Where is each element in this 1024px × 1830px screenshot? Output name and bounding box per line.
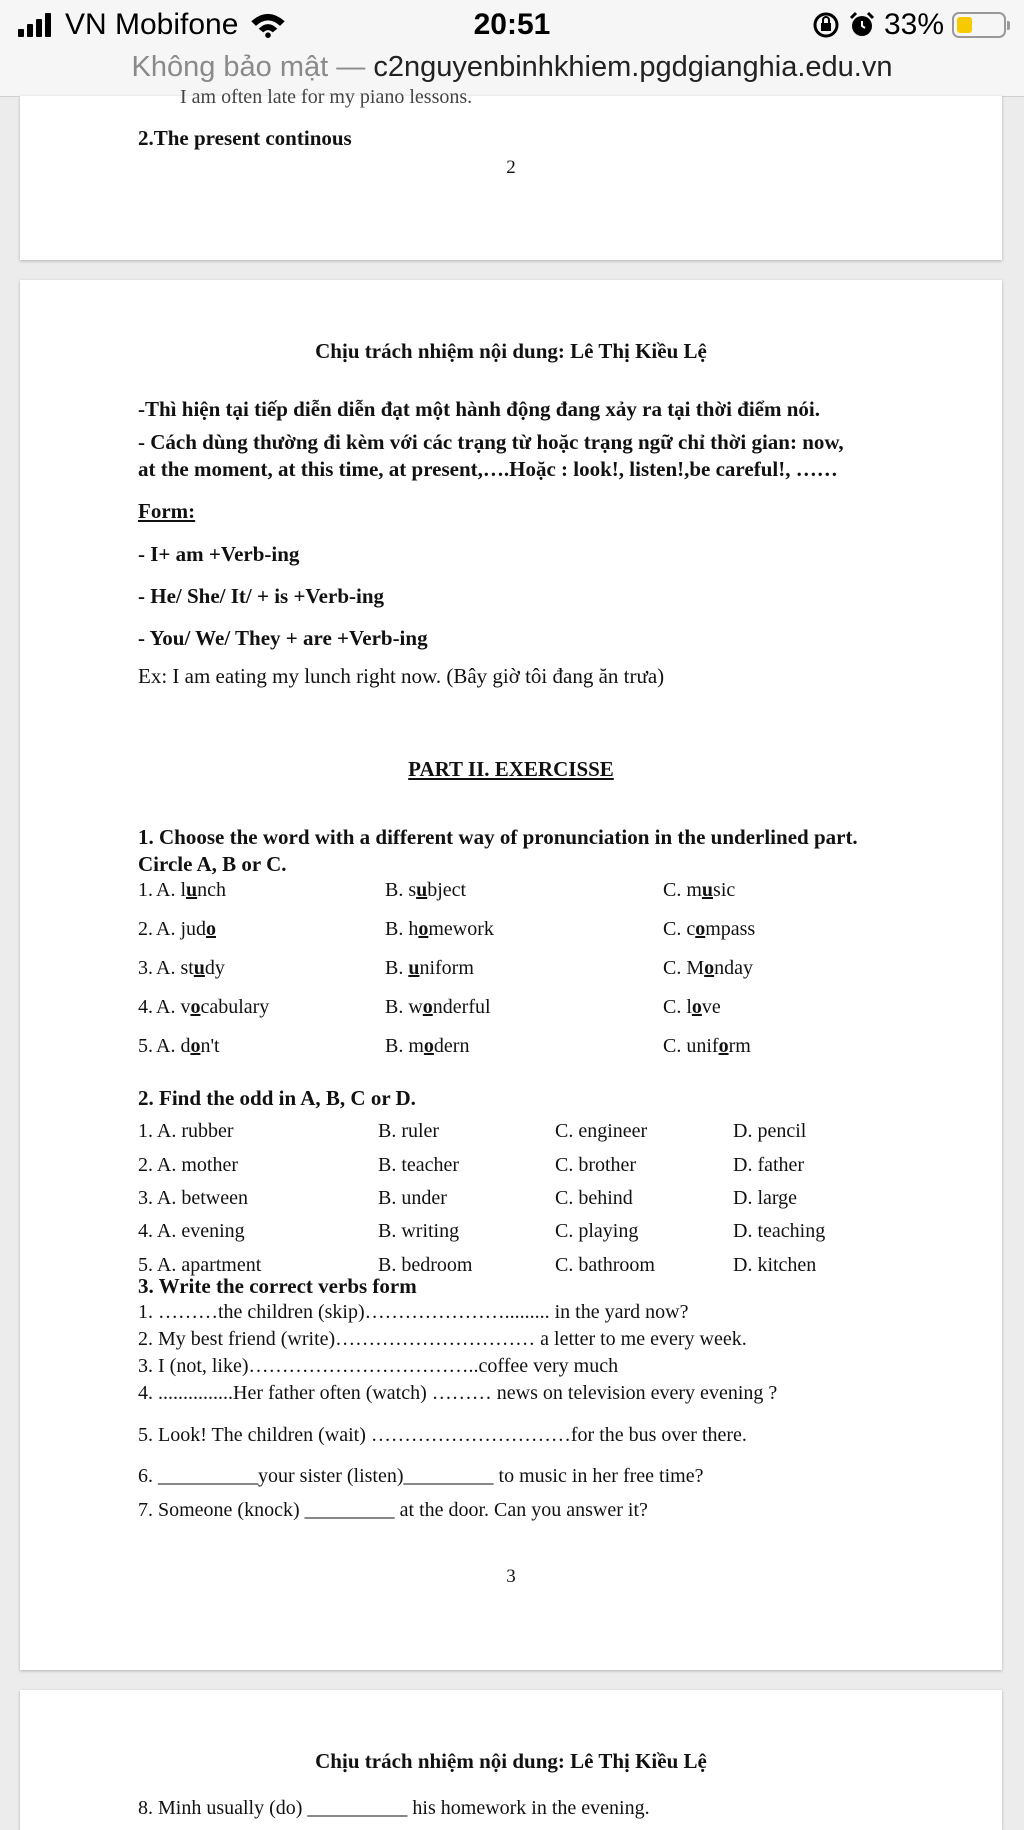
document-page-2	[20, 86, 1002, 260]
option-pre: C. unif	[663, 1035, 719, 1057]
exercise-3-line-1: 1. ………the children (skip)…………………......... in the yard now?	[138, 1301, 689, 1323]
option-post: nch	[197, 879, 227, 901]
url-separator: —	[336, 51, 366, 83]
exercise-2-option: D. pencil	[733, 1120, 807, 1142]
usage-line-2b: at the moment, at this time, at present,….Hoặc : look!, listen!,be careful!, ……	[138, 457, 838, 481]
form-line-3: - You/ We/ They + are +Verb-ing	[138, 626, 428, 650]
exercise-1-option-c	[663, 879, 735, 902]
option-pre: A. v	[156, 996, 191, 1018]
exercise-2-option: D. father	[733, 1154, 805, 1176]
exercise-3-line-5: 5. Look! The children (wait) …………………………for the bus over there.	[138, 1424, 747, 1446]
option-letter: o	[718, 1035, 729, 1057]
option-post: mpass	[705, 918, 756, 940]
option-letter: u	[186, 879, 198, 901]
exercise-1-option-c	[663, 918, 755, 941]
exercise-1-option-a	[156, 1035, 220, 1058]
option-post: rm	[728, 1035, 751, 1057]
exercise-3-line-6: 6. __________your sister (listen)_________ to music in her free time?	[138, 1465, 704, 1487]
carrier-name: VN Mobifone	[65, 8, 239, 41]
option-post: dern	[433, 1035, 470, 1057]
option-pre: A. l	[156, 879, 186, 901]
exercise-1-option-c	[663, 996, 721, 1019]
exercise-1-option-b	[385, 1035, 469, 1058]
cut-off-line: I am often late for my piano lessons.	[180, 86, 473, 108]
exercise-2-option: B. under	[378, 1187, 447, 1209]
exercise-1-option-c	[663, 957, 753, 980]
exercise-1-option-a	[156, 996, 269, 1019]
form-line-2: - He/ She/ It/ + is +Verb-ing	[138, 584, 385, 608]
exercise-1-item-number: 2.	[138, 918, 153, 940]
option-pre: B.	[385, 957, 409, 979]
option-post: nday	[714, 957, 754, 979]
option-post: sic	[713, 879, 736, 901]
exercise-1-option-a	[156, 957, 225, 980]
exercise-2-option: 3. A. between	[138, 1187, 248, 1209]
exercise-2-title: 2. Find the odd in A, B, C or D.	[138, 1086, 416, 1110]
exercise-2-option: 5. A. apartment	[138, 1254, 262, 1276]
option-pre: C. m	[663, 879, 702, 901]
exercise-1-option-b	[385, 918, 494, 941]
option-pre: A. d	[156, 1035, 191, 1057]
responsible-header: Chịu trách nhiệm nội dung: Lê Thị Kiều Lệ	[315, 339, 707, 363]
clock-time: 20:51	[473, 8, 551, 41]
usage-line-2a: - Cách dùng thường đi kèm với các trạng từ hoặc trạng ngữ chỉ thời gian: now,	[138, 430, 844, 454]
exercise-1-option-a	[156, 879, 226, 902]
exercise-1-item-number: 1.	[138, 879, 153, 901]
url-host: c2nguyenbinhkhiem.pgdgianghia.edu.vn	[373, 51, 893, 83]
option-post: bject	[427, 879, 467, 901]
security-label: Không bảo mật	[131, 51, 329, 83]
exercise-2-option: B. writing	[378, 1220, 460, 1242]
exercise-2-option: B. ruler	[378, 1120, 440, 1142]
option-letter: o	[206, 918, 216, 940]
exercise-2-option: B. bedroom	[378, 1254, 473, 1276]
responsible-header: Chịu trách nhiệm nội dung: Lê Thị Kiều Lệ	[315, 1749, 707, 1773]
exercise-3-line-7: 7. Someone (knock) _________ at the door. Can you answer it?	[138, 1499, 648, 1521]
exercise-3-line-4: 4. ...............Her father often (watch) ……… news on television every evening ?	[138, 1382, 778, 1404]
exercise-2-option: B. teacher	[378, 1154, 460, 1176]
exercise-1-item-number: 4.	[138, 996, 153, 1018]
exercise-1-title-a: 1. Choose the word with a different way of pronunciation in the underlined part.	[138, 825, 858, 849]
page-number: 2	[506, 157, 516, 178]
option-letter: o	[704, 957, 715, 979]
exercise-3-line-3: 3. I (not, like)……………………………..coffee very much	[138, 1355, 619, 1377]
exercise-1-item-number: 3.	[138, 957, 153, 979]
exercise-2-option: C. bathroom	[555, 1254, 655, 1276]
exercise-1-title-b: Circle A, B or C.	[138, 852, 287, 876]
part-title: PART II. EXERCISSE	[408, 757, 614, 781]
form-label: Form:	[138, 499, 196, 523]
address-bar[interactable]	[0, 50, 1024, 97]
option-letter: o	[691, 996, 702, 1018]
exercise-3-title: 3. Write the correct verbs form	[138, 1274, 417, 1298]
document-page-3	[20, 280, 1002, 1670]
exercise-2-option: C. engineer	[555, 1120, 648, 1142]
battery-level-fill	[957, 17, 972, 33]
option-pre: B. h	[385, 918, 419, 940]
option-post: ve	[701, 996, 721, 1018]
option-letter: u	[416, 879, 428, 901]
status-right	[812, 8, 1006, 42]
option-letter: u	[193, 957, 205, 979]
option-letter: o	[190, 1035, 201, 1057]
exercise-2-option: C. playing	[555, 1220, 639, 1242]
page-number: 3	[506, 1566, 516, 1587]
exercise-3-line-8: 8. Minh usually (do) __________ his homework in the evening.	[138, 1797, 650, 1819]
usage-line-1: -Thì hiện tại tiếp diễn diễn đạt một hành động đang xảy ra tại thời điểm nói.	[138, 397, 820, 421]
form-line-1: - I+ am +Verb-ing	[138, 542, 300, 566]
exercise-2-option: D. teaching	[733, 1220, 826, 1242]
option-post: cabulary	[200, 996, 270, 1018]
option-pre: C. M	[663, 957, 705, 979]
exercise-2-option: 4. A. evening	[138, 1220, 245, 1242]
option-letter: o	[423, 1035, 434, 1057]
exercise-1-item-number: 5.	[138, 1035, 153, 1057]
exercise-2-option: 2. A. mother	[138, 1154, 238, 1176]
option-post: dy	[204, 957, 225, 979]
option-pre: A. jud	[156, 918, 206, 940]
option-letter: o	[418, 918, 429, 940]
exercise-1-option-a	[156, 918, 216, 941]
document-page-4	[20, 1690, 1002, 1830]
option-pre: C. l	[663, 996, 692, 1018]
exercise-1-option-b	[385, 957, 474, 980]
alarm-icon	[848, 11, 876, 39]
exercise-2-option: D. kitchen	[733, 1254, 817, 1276]
exercise-3-line-2: 2. My best friend (write)………………………… a letter to me every week.	[138, 1328, 747, 1350]
option-post: mework	[428, 918, 494, 940]
exercise-2-option: C. behind	[555, 1187, 633, 1209]
example-line: Ex: I am eating my lunch right now. (Bây giờ tôi đang ăn trưa)	[138, 664, 665, 688]
exercise-1-option-b	[385, 879, 466, 902]
option-pre: B. m	[385, 1035, 424, 1057]
section-heading: 2.The present continous	[138, 126, 352, 150]
exercise-1-option-b	[385, 996, 491, 1019]
option-pre: A. st	[156, 957, 194, 979]
exercise-2-option: 1. A. rubber	[138, 1120, 234, 1142]
battery-percent: 33%	[883, 8, 944, 41]
option-letter: o	[422, 996, 433, 1018]
option-pre: B. w	[385, 996, 423, 1018]
status-bar	[0, 0, 1024, 50]
option-pre: B. s	[385, 879, 417, 901]
exercise-2-option: C. brother	[555, 1154, 637, 1176]
option-letter: u	[408, 957, 420, 979]
option-post: nderful	[432, 996, 491, 1018]
option-post: niform	[419, 957, 474, 979]
battery-icon	[952, 12, 1006, 38]
option-letter: o	[190, 996, 201, 1018]
option-letter: o	[695, 918, 706, 940]
option-post: n't	[200, 1035, 220, 1057]
orientation-lock-icon	[812, 11, 840, 39]
option-pre: C. c	[663, 918, 696, 940]
exercise-1-option-c	[663, 1035, 751, 1058]
exercise-2-option: D. large	[733, 1187, 798, 1209]
option-letter: u	[701, 879, 714, 901]
